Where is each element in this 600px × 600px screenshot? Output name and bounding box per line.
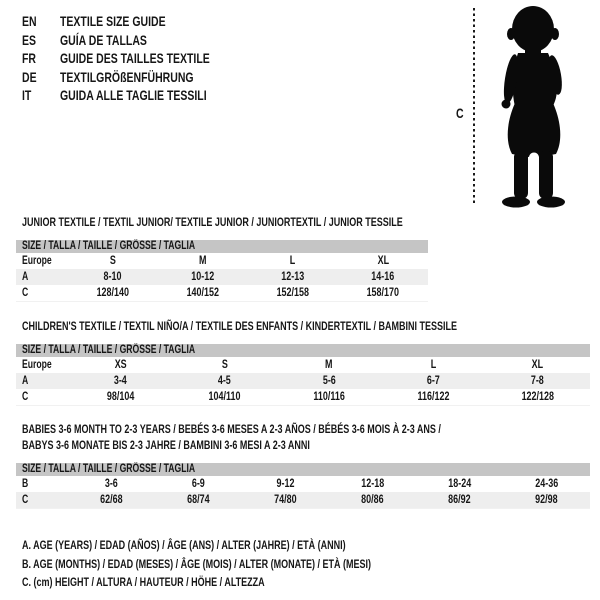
value-text: 128/140 xyxy=(96,287,130,299)
row-label-cell xyxy=(16,389,68,405)
size-table xyxy=(16,476,590,509)
language-row xyxy=(22,86,260,105)
value-cell xyxy=(329,492,416,508)
value-cell xyxy=(338,269,428,285)
height-measure-label xyxy=(456,105,466,121)
value-cell xyxy=(381,373,485,389)
value-cell xyxy=(242,492,329,508)
size-table xyxy=(16,357,590,406)
language-code-text: EN xyxy=(22,13,37,29)
column-header-cell xyxy=(486,357,590,373)
height-measure-line xyxy=(473,8,475,206)
column-header-cell xyxy=(338,253,428,269)
size-header-bar xyxy=(16,240,428,253)
language-code xyxy=(22,49,60,68)
column-header-text: XL xyxy=(377,255,389,267)
value-cell xyxy=(416,476,503,492)
column-header-text: XL xyxy=(532,359,544,371)
row-label-cell xyxy=(16,476,68,492)
column-header-cell xyxy=(248,253,338,269)
value-text: 8-10 xyxy=(104,271,122,283)
value-text: 62/68 xyxy=(100,494,123,506)
value-text: 140/152 xyxy=(186,287,220,299)
section-title-text: BABIES 3-6 MONTH TO 2-3 YEARS / BEBÉS 3-6 MESES A 2-3 AÑOS / BÉBÉS 3-6 MOIS À 2-3 ANS / xyxy=(22,422,441,436)
value-text: 92/98 xyxy=(535,494,558,506)
column-header-cell xyxy=(381,357,485,373)
measure-legend xyxy=(22,536,487,592)
column-header-cell xyxy=(158,253,248,269)
section-title xyxy=(22,437,590,453)
row-label-text: C xyxy=(22,494,29,506)
value-cell xyxy=(381,389,485,405)
language-title-list xyxy=(22,12,260,105)
legend-line xyxy=(22,536,487,555)
value-cell xyxy=(248,285,338,301)
section-title xyxy=(22,421,590,437)
toddler-silhouette-icon xyxy=(487,3,582,208)
column-header-text: L xyxy=(290,255,296,267)
language-row xyxy=(22,31,260,50)
region-header-cell xyxy=(16,253,68,269)
column-header-text: M xyxy=(199,255,207,267)
row-label-text: B xyxy=(22,478,29,490)
value-text: 104/110 xyxy=(208,391,241,403)
value-text: 158/170 xyxy=(366,287,400,299)
value-cell xyxy=(242,476,329,492)
section-title-text: CHILDREN'S TEXTILE / TEXTIL NIÑO/A / TEXTILE DES ENFANTS / KINDERTEXTIL / BAMBINI TESSILE xyxy=(22,319,458,333)
value-text: 110/116 xyxy=(313,391,345,403)
value-cell xyxy=(155,476,242,492)
column-header-cell xyxy=(172,357,276,373)
column-header-text: S xyxy=(221,359,228,371)
legend-line-text: C. (cm) HEIGHT / ALTURA / HAUTEUR / HÖHE / ALTEZZA xyxy=(22,575,265,589)
region-header-cell xyxy=(16,357,68,373)
row-label-text: A xyxy=(22,375,29,387)
language-code xyxy=(22,31,60,50)
legend-line xyxy=(22,573,487,592)
section-title-text: BABYS 3-6 MONATE BIS 2-3 JAHRE / BAMBINI 3-6 MESI A 2-3 ANNI xyxy=(22,438,310,452)
height-measure-letter: C xyxy=(456,105,464,121)
value-text: 3-6 xyxy=(105,478,118,490)
value-text: 80/86 xyxy=(361,494,384,506)
column-header-cell xyxy=(277,357,381,373)
section-title xyxy=(22,214,428,230)
value-cell xyxy=(503,492,590,508)
value-text: 9-12 xyxy=(276,478,295,490)
value-text: 12-13 xyxy=(281,271,305,283)
value-cell xyxy=(68,389,172,405)
language-title-text: GUIDA ALLE TAGLIE TESSILI xyxy=(60,87,207,103)
value-text: 86/92 xyxy=(448,494,471,506)
value-cell xyxy=(68,269,158,285)
value-cell xyxy=(416,492,503,508)
size-header-bar xyxy=(16,463,590,476)
language-code-text: FR xyxy=(22,50,37,66)
table-header-row xyxy=(16,253,428,269)
region-header-text: Europe xyxy=(22,359,52,371)
language-code xyxy=(22,86,60,105)
value-text: 74/80 xyxy=(274,494,297,506)
value-text: 116/122 xyxy=(417,391,450,403)
language-row xyxy=(22,49,260,68)
row-label-cell xyxy=(16,285,68,301)
value-cell xyxy=(155,492,242,508)
language-title xyxy=(60,12,201,31)
column-header-cell xyxy=(68,357,172,373)
value-text: 4-5 xyxy=(218,375,232,387)
value-cell xyxy=(248,269,338,285)
column-header-text: M xyxy=(325,359,333,371)
value-text: 12-18 xyxy=(361,478,384,490)
value-text: 3-4 xyxy=(113,375,127,387)
value-cell xyxy=(486,373,590,389)
value-text: 122/128 xyxy=(521,391,555,403)
value-cell xyxy=(68,492,155,508)
table-row xyxy=(16,476,590,492)
row-label-cell xyxy=(16,269,68,285)
language-title-text: GUÍA DE TALLAS xyxy=(60,31,147,48)
column-header-text: L xyxy=(430,359,437,371)
language-code xyxy=(22,68,60,87)
row-label-cell xyxy=(16,373,68,389)
language-row xyxy=(22,68,260,87)
section-childrens-textile xyxy=(16,318,590,406)
language-code-text: ES xyxy=(22,31,37,48)
value-cell xyxy=(68,373,172,389)
section-title-text: JUNIOR TEXTILE / TEXTIL JUNIOR/ TEXTILE JUNIOR / JUNIORTEXTIL / JUNIOR TESSILE xyxy=(22,215,403,229)
language-code-text: DE xyxy=(22,68,37,85)
region-header-text: Europe xyxy=(22,255,52,267)
value-cell xyxy=(277,389,381,405)
value-text: 6-7 xyxy=(426,375,440,387)
value-cell xyxy=(486,389,590,405)
value-text: 152/158 xyxy=(276,287,310,299)
language-title xyxy=(60,86,255,105)
legend-line xyxy=(22,555,487,574)
legend-line-text: A. AGE (YEARS) / EDAD (AÑOS) / ÂGE (ANS) / ALTER (JAHRE) / ETÀ (ANNI) xyxy=(22,538,346,552)
row-label-cell xyxy=(16,492,68,508)
language-title-text: TEXTILGRÖßENFÜHRUNG xyxy=(60,68,194,85)
value-text: 5-6 xyxy=(322,375,336,387)
value-text: 68/74 xyxy=(187,494,210,506)
table-header-row xyxy=(16,357,590,373)
language-title xyxy=(60,49,260,68)
section-title xyxy=(22,318,590,334)
value-text: 24-36 xyxy=(535,478,558,490)
legend-line-text: B. AGE (MONTHS) / EDAD (MESES) / ÂGE (MOIS) / ALTER (MONATE) / ETÀ (MESI) xyxy=(22,556,371,571)
section-babies-textile xyxy=(16,421,590,509)
value-text: 7-8 xyxy=(531,375,545,387)
value-cell xyxy=(158,285,248,301)
column-header-cell xyxy=(68,253,158,269)
language-code-text: IT xyxy=(22,87,32,103)
language-title-text: TEXTILE SIZE GUIDE xyxy=(60,13,166,29)
language-row xyxy=(22,12,260,31)
value-cell xyxy=(329,476,416,492)
value-cell xyxy=(158,269,248,285)
value-cell xyxy=(277,373,381,389)
size-header-bar xyxy=(16,344,590,357)
value-cell xyxy=(68,476,155,492)
language-title-text: GUIDE DES TAILLES TEXTILE xyxy=(60,50,210,66)
row-label-text: C xyxy=(22,287,29,299)
value-cell xyxy=(172,373,276,389)
table-row xyxy=(16,492,590,508)
table-row xyxy=(16,269,428,285)
row-label-text: C xyxy=(22,391,29,403)
size-header-text: SIZE / TALLA / TAILLE / GRÖSSE / TAGLIA xyxy=(22,240,196,252)
language-title xyxy=(60,31,176,50)
table-row xyxy=(16,285,428,301)
column-header-text: S xyxy=(110,255,116,267)
language-title xyxy=(60,68,238,87)
column-header-text: XS xyxy=(114,359,127,371)
value-text: 14-16 xyxy=(371,271,395,283)
value-cell xyxy=(68,285,158,301)
value-cell xyxy=(503,476,590,492)
size-table xyxy=(16,253,428,302)
table-row xyxy=(16,389,590,405)
table-row xyxy=(16,373,590,389)
size-header-text: SIZE / TALLA / TAILLE / GRÖSSE / TAGLIA xyxy=(22,463,196,475)
size-header-text: SIZE / TALLA / TAILLE / GRÖSSE / TAGLIA xyxy=(22,344,196,356)
value-text: 98/104 xyxy=(106,391,134,403)
row-label-text: A xyxy=(22,271,29,283)
value-cell xyxy=(338,285,428,301)
value-cell xyxy=(172,389,276,405)
value-text: 6-9 xyxy=(192,478,205,490)
value-text: 18-24 xyxy=(448,478,471,490)
value-text: 10-12 xyxy=(191,271,215,283)
language-code xyxy=(22,12,60,31)
section-junior-textile xyxy=(16,214,428,302)
